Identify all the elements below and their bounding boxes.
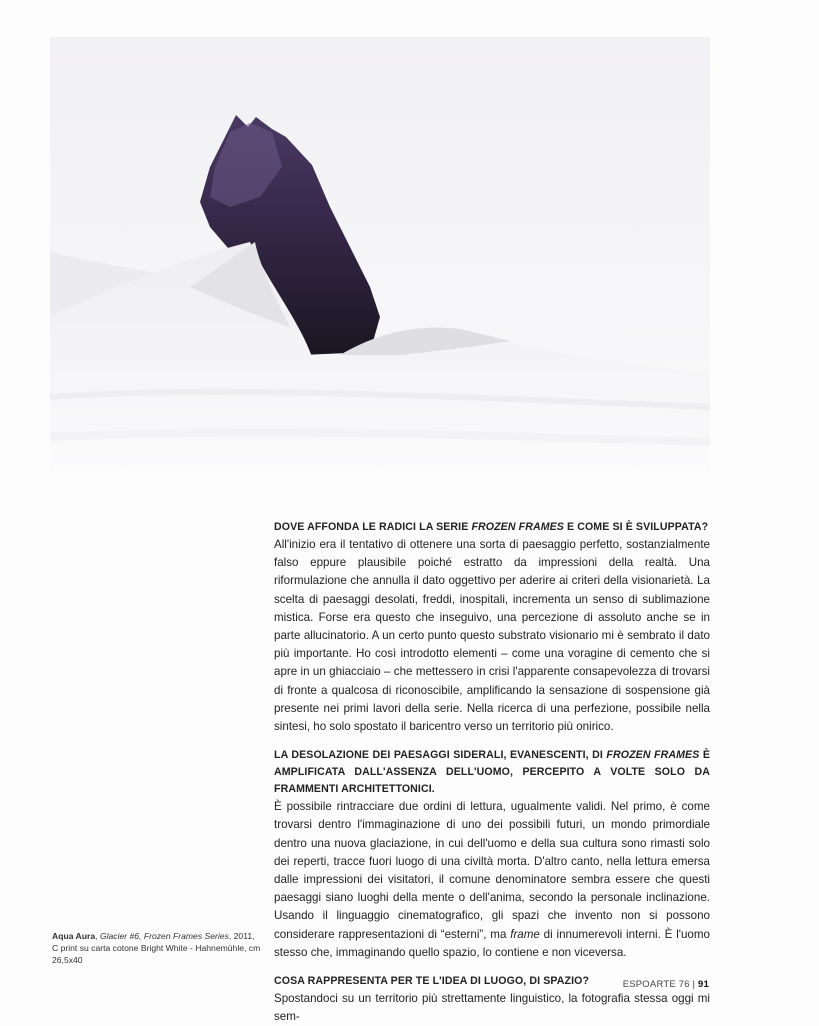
answer-1: All'inizio era il tentativo di ottenere una sorta di paesaggio perfetto, sostanzialmente falso eppure plausibile poiché estratto da impressioni della realtà. Una riformulazione che annulla il dato oggettivo per aderire ai criteri della visionarietà. La scelta di paesaggi desolati, freddi, inospitali, incrementa un senso di sublimazione mistica. Forse era questo che inseguivo, una percezione di assoluto anche se in parte allucinatorio. A un certo punto questo substrato visionario mi è sembrato il dato più importante. Ho così introdotto elementi – come una voragine di cemento che si apre in un ghiacciaio – che mettessero in crisi l'apparente consapevolezza di trovarsi di fronte a qualcosa di riconoscibile, amplificando la sensazione di sospensione già presente nei primi lavori della serie. Nella ricerca di una perfezione, possibile nella sintesi, ho solo spostato il baricentro verso un territorio più onirico.: [274, 538, 710, 734]
page-folio: [623, 979, 709, 990]
photo-caption: [52, 930, 262, 966]
caption-artist: Aqua Aura: [52, 931, 96, 941]
glacier-image: [50, 37, 710, 473]
answer-2-text-end: di innumerevoli interni. È l'uomo stesso che, immaginando quello spazio, lo contiene e non viceversa.: [274, 927, 710, 959]
caption-details: , 2011, C print su carta cotone Bright White - Hahnemühle, cm 26,5x40: [52, 931, 261, 965]
interview-text: [274, 519, 710, 1026]
question-2-title: FROZEN FRAMES: [606, 749, 700, 762]
question-1-text: DOVE AFFONDA LE RADICI LA SERIE: [274, 521, 472, 533]
question-2-text-end: È AMPLIFICATA DALL'ASSENZA DELL'UOMO, PERCEPITO A VOLTE SOLO DA FRAMMENTI ARCHITETTONICI.: [274, 749, 710, 796]
answer-2-text: È possibile rintracciare due ordini di lettura, ugualmente validi. Nel primo, è come trovarsi dentro l'immaginazione di uno dei possibili futuri, un mondo primordiale dentro una nuova glaciazione, in cui dell'uomo e della sua cultura sono rimasti solo dei reperti, tracce fuori luogo di una civiltà morta. D'altro canto, nella lettura emersa dalle impressioni dei visitatori, il comune denominatore sembra essere che questi paesaggi siano luoghi della mente o dell'anima, secondo la personale inclinazione. Usando il linguaggio cinematografico, gli spazi che invento non si possono considerare rappresentazioni di “esterni”, ma: [274, 800, 710, 941]
answer-3: Spostandoci su un territorio più strettamente linguistico, la fotografia stessa oggi mi sem-: [274, 992, 710, 1024]
question-1-text-end: E COME SI È SVILUPPATA?: [563, 521, 709, 533]
question-2: [274, 747, 710, 798]
page-number: 91: [698, 979, 709, 990]
caption-separator: ,: [95, 931, 100, 941]
question-2-text: LA DESOLAZIONE DEI PAESAGGI SIDERALI, EVANESCENTI, DI: [274, 749, 607, 762]
question-1: [274, 519, 710, 536]
glacier-photo: [50, 37, 710, 473]
folio-magazine: ESPOARTE 76 |: [622, 979, 699, 990]
caption-work-title: Glacier #6, Frozen Frames Series: [99, 931, 229, 941]
question-1-title: FROZEN FRAMES: [471, 521, 564, 533]
answer-2-italic: frame: [510, 927, 540, 941]
answer-2: [274, 798, 710, 962]
question-3: COSA RAPPRESENTA PER TE L'IDEA DI LUOGO, DI SPAZIO?: [274, 975, 590, 988]
